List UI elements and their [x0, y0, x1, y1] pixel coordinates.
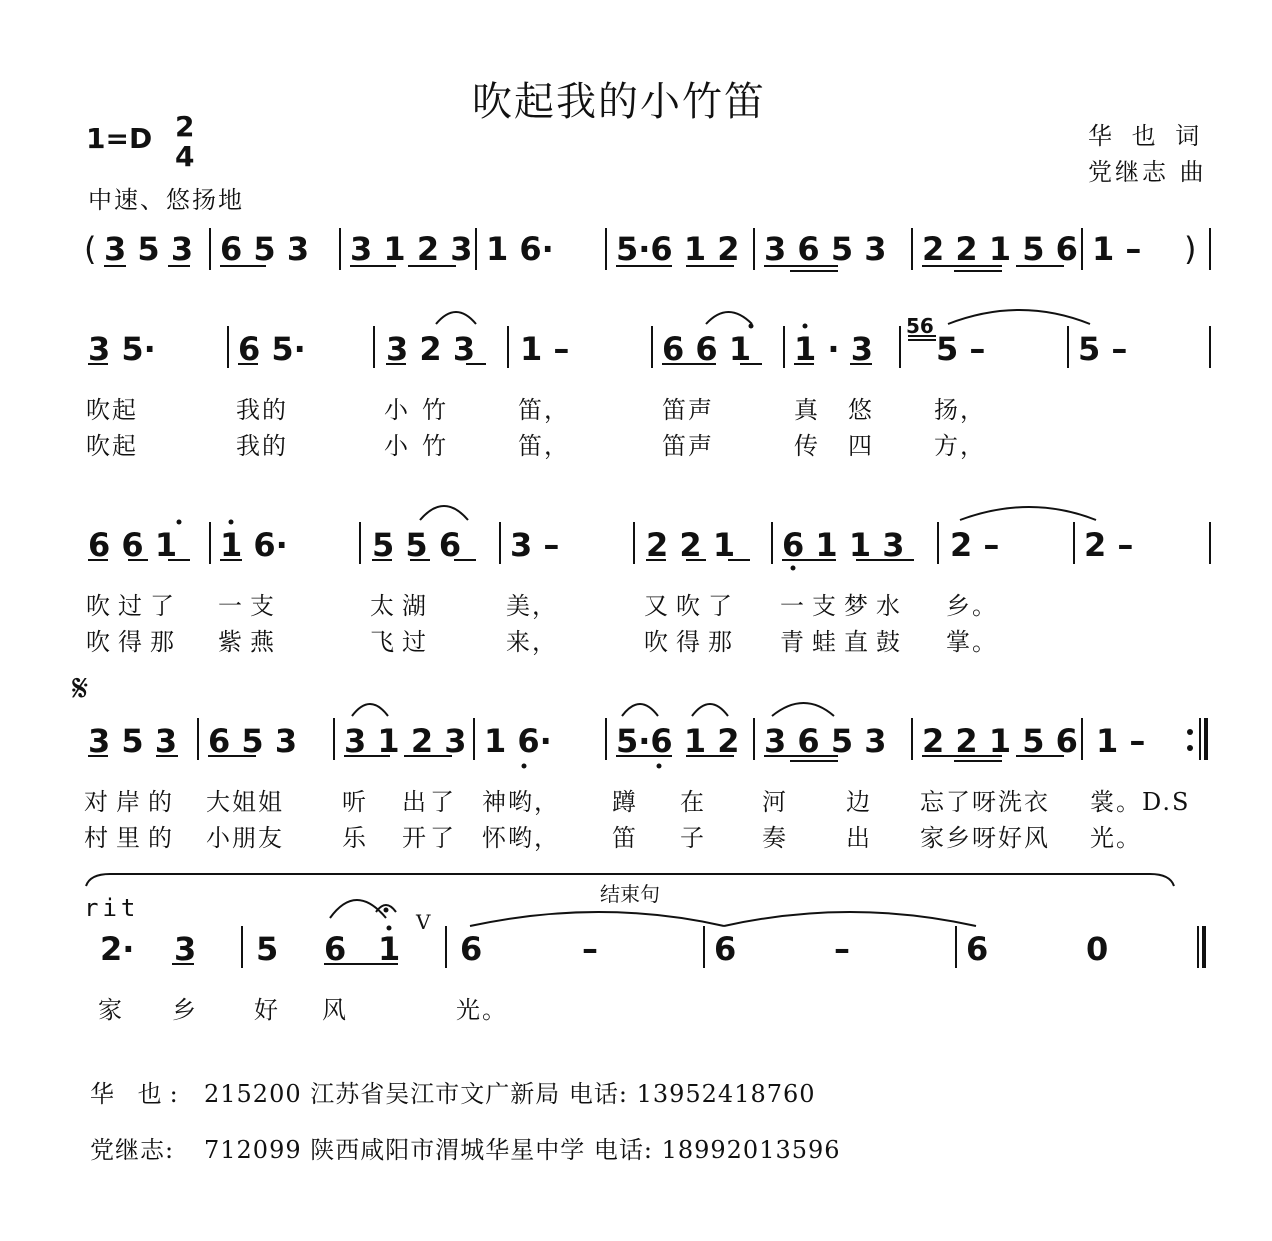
line3-measure-7: 2 2 1 5 6 [922, 722, 1078, 760]
line2-lyric-v2-2: 紫燕 [218, 628, 282, 656]
line4-note-5: 1 [378, 930, 401, 968]
time-signature-top: 2 [175, 110, 195, 143]
line2-measure-3: 5 5 6 [372, 526, 462, 564]
line1-lyric-v2-7: 四 [848, 432, 874, 460]
line1-lyric-v1-7: 悠 [848, 396, 874, 424]
line4-tie-1 [470, 912, 724, 926]
line1-lyric-v1-2: 我的 [236, 396, 288, 424]
line2-lyric-v2-5: 吹得那 [644, 628, 740, 656]
line1-lyric-v2-2: 我的 [236, 432, 288, 460]
line2-measure-6: 6 1 1 3 [782, 526, 905, 564]
line4-octave-dot [387, 926, 392, 931]
intro-measure-8: 1 – [1092, 230, 1142, 268]
line2-lyric-v1-2: 一支 [218, 592, 282, 620]
ending-bracket [86, 874, 1174, 886]
line2-lyric-v2-6: 青蛙直鼓 [780, 628, 908, 656]
line4-note-3: 5 [256, 930, 279, 968]
lyricist-credit: 华 也 词 [1088, 122, 1206, 150]
line4-note-7: – [582, 930, 598, 968]
line3-lyric-v2-3: 乐 [342, 824, 368, 852]
rit-marking: rit [84, 894, 140, 922]
key-signature: 1=D [86, 122, 153, 155]
line4-lyric-3: 好 [254, 996, 280, 1024]
line1-slur-2 [706, 312, 752, 324]
line1-octave-dots [749, 324, 808, 329]
intro-measure-2: 6 5 3 [220, 230, 310, 268]
line4-barlines [242, 926, 1204, 968]
line3-measure-8: 1 – [1096, 722, 1146, 760]
contact-text-2: 712099 陕西咸阳市渭城华星中学 电话: 18992013596 [204, 1136, 841, 1164]
line1-measure-1: 3 5· [88, 330, 156, 368]
line3-lyric-v1-6: 蹲 [612, 788, 638, 816]
line3-lyric-v2-5: 怀哟， [482, 824, 560, 852]
line2-lyric-v2-4: 来， [506, 628, 558, 656]
line3-lyric-v2-4: 开了 [402, 824, 458, 852]
line1-measure-7: 5 – [936, 330, 986, 368]
line4-note-8: 6 [714, 930, 737, 968]
line3-underlines [88, 756, 1064, 761]
line4-tie-2 [724, 912, 976, 926]
line1-lyric-v1-3: 小竹 [384, 396, 460, 424]
line4-note-1: 2· [100, 930, 135, 968]
line1-lyric-v1-6: 真 [794, 396, 820, 424]
line1-lyric-v1-4: 笛， [518, 396, 570, 424]
line4-note-10: 6 [966, 930, 989, 968]
breath-mark: V [416, 910, 431, 934]
line4-note-9: – [834, 930, 850, 968]
line2-lyric-v1-6: 一支梦水 [780, 592, 908, 620]
line1-lyric-v1-8: 扬， [934, 396, 986, 424]
line3-measure-3: 3 1 2 3 [344, 722, 467, 760]
line2-octave-dots [177, 520, 796, 571]
line2-lyric-v1-7: 乡。 [946, 592, 998, 620]
line2-measure-1: 6 6 1 [88, 526, 178, 564]
line3-measure-6: 3 6 5 3 [764, 722, 887, 760]
line2-slur [420, 506, 468, 520]
line2-measure-8: 2 – [1084, 526, 1134, 564]
line1-tie [948, 310, 1090, 324]
line1-lyric-v2-4: 笛， [518, 432, 570, 460]
line4-note-11: 0 [1086, 930, 1109, 968]
line3-lyric-v2-7: 子 [680, 824, 706, 852]
intro-measure-3: 3 1 2 3 [350, 230, 473, 268]
line1-measure-3: 3 2 3 [386, 330, 476, 368]
line1-lyric-v2-3: 小竹 [384, 432, 460, 460]
line3-lyric-v1-11: 裳。D.S [1090, 788, 1191, 816]
line1-slur-1 [436, 312, 476, 324]
tempo-marking: 中速、悠扬地 [88, 186, 244, 214]
line1-measure-5: 6 6 1 [662, 330, 752, 368]
line4-lyric-2: 乡 [172, 996, 198, 1024]
line1-measure-2: 6 5· [238, 330, 306, 368]
line3-lyric-v1-8: 河 [762, 788, 788, 816]
line2-lyric-v1-4: 美， [506, 592, 558, 620]
line1-lyric-v2-1: 吹起 [86, 432, 138, 460]
line2-barlines [210, 522, 1210, 564]
line4-note-6: 6 [460, 930, 483, 968]
line3-lyric-v1-9: 边 [846, 788, 872, 816]
line1-lyric-v2-5: 笛声 [662, 432, 714, 460]
line3-octave-dots [522, 764, 662, 769]
segno-icon: 𝄋 [72, 666, 89, 710]
line2-measure-4: 3 – [510, 526, 560, 564]
line3-measure-1: 3 5 3 [88, 722, 178, 760]
line3-measure-4: 1 6· [484, 722, 552, 760]
intro-measure-1: 3 5 3 [104, 230, 194, 268]
fermata-dot [384, 908, 389, 913]
line3-measure-2: 6 5 3 [208, 722, 298, 760]
contact-text-1: 215200 江苏省吴江市文广新局 电话: 13952418760 [204, 1080, 816, 1108]
line2-lyric-v1-5: 又吹了 [644, 592, 740, 620]
intro-close-paren: ) [1184, 230, 1197, 268]
line1-lyric-v1-1: 吹起 [86, 396, 138, 424]
line3-lyric-v2-8: 奏 [762, 824, 788, 852]
line3-lyric-v2-9: 出 [846, 824, 872, 852]
line3-barlines [198, 718, 1206, 760]
line1-lyric-v2-6: 传 [794, 432, 820, 460]
line3-slurs [352, 703, 834, 716]
line3-lyric-v1-5: 神哟， [482, 788, 560, 816]
intro-measure-4: 1 6· [486, 230, 554, 268]
line3-lyric-v1-4: 出了 [402, 788, 458, 816]
contact-name-2: 党继志: [90, 1136, 175, 1164]
line3-lyric-v1-2: 大姐姐 [206, 788, 284, 816]
line3-lyric-v1-7: 在 [680, 788, 706, 816]
line2-tie [960, 507, 1096, 520]
line1-underlines [88, 336, 936, 364]
line2-lyric-v1-1: 吹过了 [86, 592, 182, 620]
line1-lyric-v1-5: 笛声 [662, 396, 714, 424]
line3-lyric-v2-2: 小朋友 [206, 824, 284, 852]
line3-lyric-v2-1: 村里的 [84, 824, 180, 852]
intro-open-paren: ( [84, 230, 97, 268]
ending-label: 结束句 [600, 882, 660, 906]
intro-measure-5: 5·6 1 2 [616, 230, 740, 268]
line1-measure-8: 5 – [1078, 330, 1128, 368]
composer-credit: 党继志 曲 [1088, 158, 1207, 186]
line2-measure-7: 2 – [950, 526, 1000, 564]
time-signature-bottom: 4 [175, 140, 195, 173]
line3-lyric-v1-10: 忘了呀洗衣 [920, 788, 1050, 816]
line3-lyric-v1-3: 听 [342, 788, 368, 816]
line1-lyric-v2-8: 方， [934, 432, 986, 460]
intro-underlines [104, 266, 1064, 271]
line2-lyric-v2-3: 飞过 [370, 628, 434, 656]
song-title: 吹起我的小竹笛 [472, 79, 766, 125]
line2-lyric-v2-7: 掌。 [946, 628, 998, 656]
line3-measure-5: 5·6 1 2 [616, 722, 740, 760]
line1-measure-6: 1 · 3 [794, 330, 873, 368]
line3-lyric-v2-6: 笛 [612, 824, 638, 852]
line3-lyric-v2-10: 家乡呀好风 [920, 824, 1050, 852]
line3-lyric-v1-1: 对岸的 [84, 788, 180, 816]
line3-lyric-v2-11: 光。 [1090, 824, 1142, 852]
line2-measure-5: 2 2 1 [646, 526, 736, 564]
intro-measure-6: 3 6 5 3 [764, 230, 887, 268]
line2-measure-2: 1 6· [220, 526, 288, 564]
line1-measure-4: 1 – [520, 330, 570, 368]
line4-note-4: 6 [324, 930, 347, 968]
line4-lyric-5: 光。 [456, 996, 508, 1024]
intro-measure-7: 2 2 1 5 6 [922, 230, 1078, 268]
grace-notes: 56 [906, 314, 934, 338]
contact-name-1: 华 也: [90, 1080, 186, 1108]
line4-lyric-4: 风 [322, 996, 348, 1024]
line4-note-2: 3 [174, 930, 197, 968]
line4-lyric-1: 家 [98, 996, 124, 1024]
intro-barlines [210, 228, 1210, 270]
line1-barlines [228, 326, 1210, 368]
repeat-dots [1187, 729, 1193, 751]
line2-lyric-v2-1: 吹得那 [86, 628, 182, 656]
line2-lyric-v1-3: 太湖 [370, 592, 434, 620]
